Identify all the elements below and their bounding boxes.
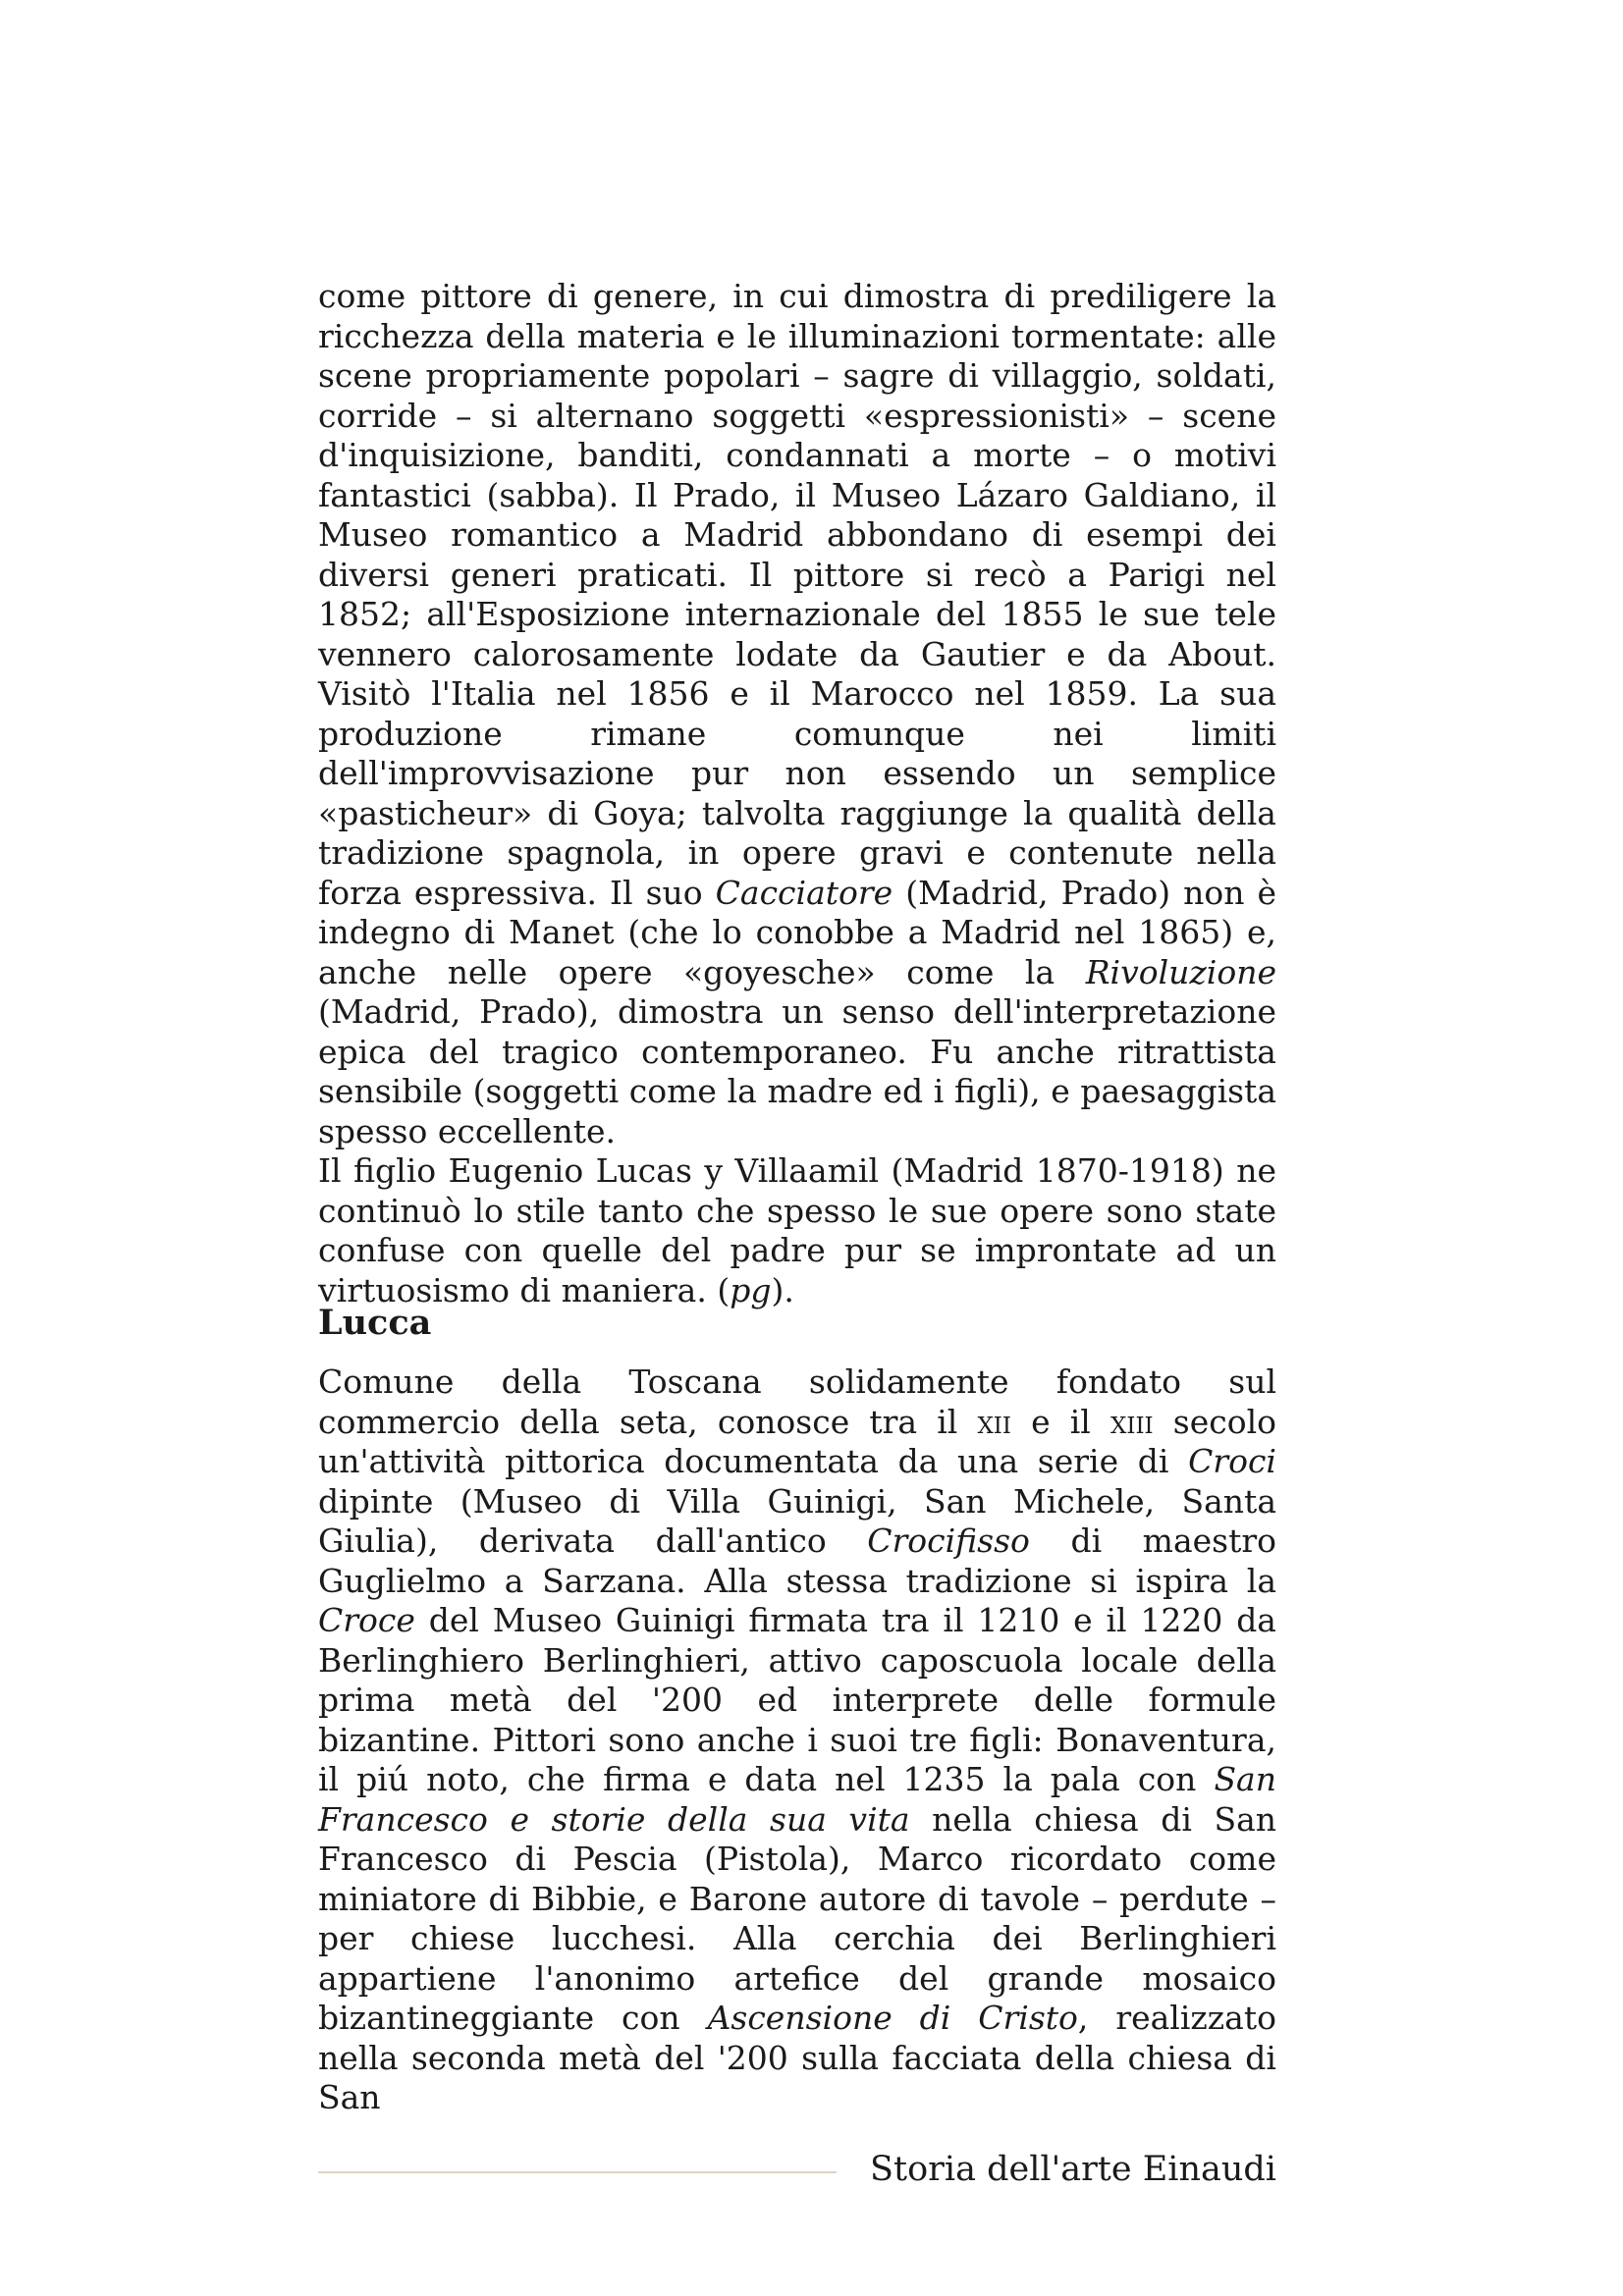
artwork-title: Rivoluzione xyxy=(1085,952,1276,991)
text-run: ). xyxy=(771,1270,794,1309)
text-run: Il figlio Eugenio Lucas y Villaamil (Madrid 1870-1918) ne continuò lo stile tanto che spesso le sue opere sono state confuse con quelle del padre pur se improntate ad un virtuosismo di maniera. ( xyxy=(318,1151,1276,1309)
artwork-title: Crocifisso xyxy=(867,1522,1030,1560)
author-initials: pg xyxy=(730,1270,772,1309)
article-continuation xyxy=(318,277,1276,1310)
footer-rule xyxy=(318,2171,837,2173)
text-run: del Museo Guinigi firmata tra il 1210 e il 1220 da Berlinghiero Berlinghieri, attivo caposcuola locale della prima metà del '200 ed interprete delle formule bizantine. Pittori sono anche i suoi tre figli: Bonaventura, il piú noto, che firma e data nel 1235 la pala con xyxy=(318,1601,1276,1798)
text-run: nella chiesa di San Francesco di Pescia (Pistola), Marco ricordato come miniatore di Bibbie, e Barone autore di tavole – perdute – per chiese lucchesi. Alla cerchia dei Berlinghieri appartiene l'anonimo artefice del grande mosaico bizantineggiante con xyxy=(318,1799,1276,2037)
paragraph-lucca xyxy=(318,1362,1276,2118)
artwork-title: San Francesco e storie della sua vita xyxy=(318,1760,1276,1839)
paragraph-lucas-son xyxy=(318,1151,1276,1310)
text-run: , realizzato nella seconda metà del '200 sulla facciata della chiesa di San xyxy=(318,1999,1276,2116)
text-run: e il xyxy=(1010,1402,1110,1441)
footer-title: Storia dell'arte Einaudi xyxy=(870,2150,1276,2189)
text-run: (Madrid, Prado) non è indegno di Manet (che lo conobbe a Madrid nel 1865) e, anche nelle opere «goyesche» come la xyxy=(318,873,1276,991)
text-run: come pittore di genere, in cui dimostra di prediligere la ricchezza della materia e le illuminazioni tormentate: alle scene propriamente popolari – sagre di villaggio, soldati, corride – si alternano soggetti «espressionisti» – scene d'inquisizione, banditi, condannati a morte – o motivi fantastici (sabba). Il Prado, il Museo Lázaro Galdiano, il Museo romantico a Madrid abbondano di esempi dei diversi generi praticati. Il pittore si recò a Parigi nel 1852; all'Esposizione internazionale del 1855 le sue tele vennero calorosamente lodate da Gautier e da About. Visitò l'Italia nel 1856 e il Marocco nel 1859. La sua produzione rimane comunque nei limiti dell'improvvisazione pur non essendo un semplice «pasticheur» di Goya; talvolta raggiunge la qualità della tradizione spagnola, in opere gravi e contenute nella forza espressiva. Il suo xyxy=(318,277,1276,912)
paragraph-lucas-career xyxy=(318,277,1276,1151)
artwork-title: Ascensione di Cristo xyxy=(707,1999,1078,2037)
text-run: dipinte (Museo di Villa Guinigi, San Michele, Santa Giulia), derivata dall'antico xyxy=(318,1481,1276,1560)
text-run: Comune della Toscana solidamente fondato sul commercio della seta, conosce tra il xyxy=(318,1362,1276,1441)
text-run: (Madrid, Prado), dimostra un senso dell'interpretazione epica del tragico contemporaneo. Fu anche ritrattista sensibile (soggetti come la madre ed i figli), e paesaggista spesso eccellente. xyxy=(318,992,1276,1150)
century-numeral: xiii xyxy=(1110,1402,1154,1441)
artwork-title: Croci xyxy=(1188,1442,1276,1480)
artwork-title: Cacciatore xyxy=(715,873,893,912)
artwork-title: Croce xyxy=(318,1601,415,1639)
text-run: di maestro Guglielmo a Sarzana. Alla stessa tradizione si ispira la xyxy=(318,1522,1277,1600)
entry-heading: Lucca xyxy=(318,1303,432,1343)
text-run: secolo un'attività pittorica documentata da una serie di xyxy=(318,1402,1276,1480)
entry-body xyxy=(318,1362,1276,2118)
century-numeral: xii xyxy=(977,1402,1011,1441)
